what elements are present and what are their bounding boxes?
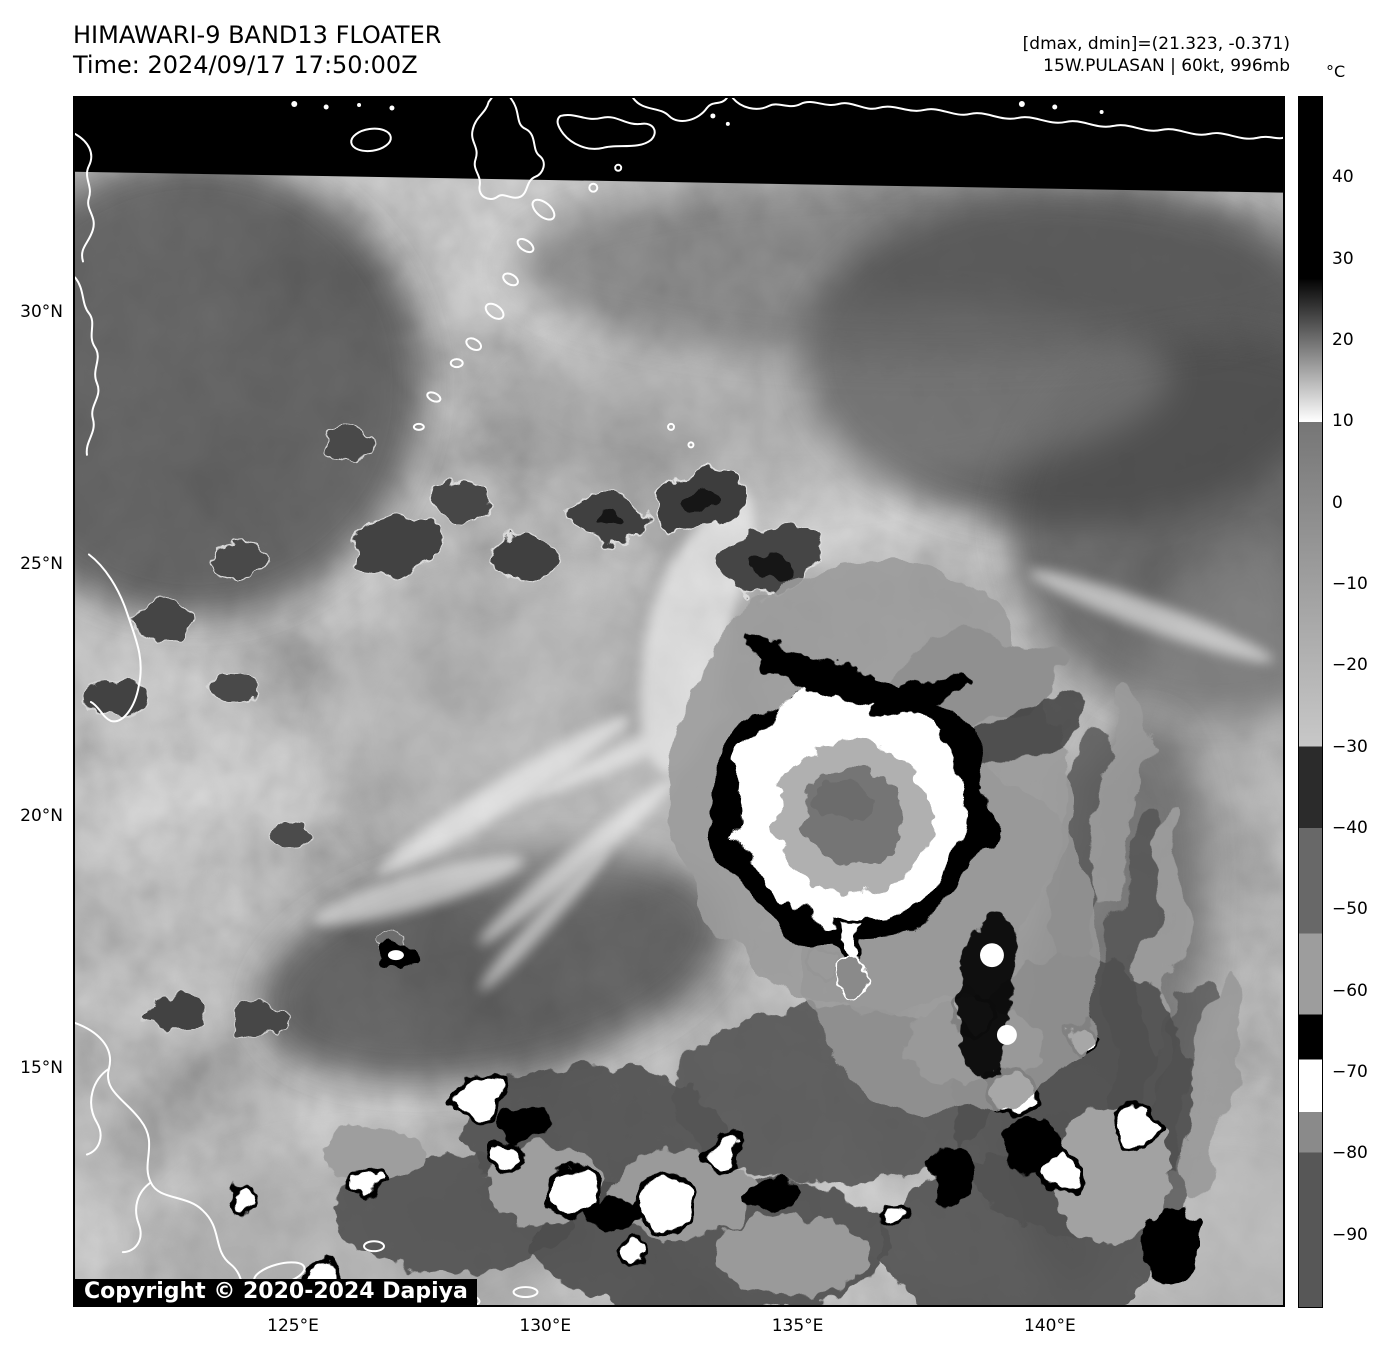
dmax-dmin-annotation: [dmax, dmin]=(21.323, -0.371) xyxy=(1022,34,1290,54)
annotation-block xyxy=(1023,33,1290,77)
product-time: Time: 2024/09/17 17:50:00Z xyxy=(73,51,418,79)
colorbar-unit-label: °C xyxy=(1326,62,1346,81)
lon-tick-label: 125°E xyxy=(267,1316,319,1336)
lon-tick-label: 140°E xyxy=(1024,1316,1076,1336)
colorbar-tick-label: 0 xyxy=(1332,492,1343,513)
colorbar-tick-label: −80 xyxy=(1332,1143,1368,1164)
lat-tick-label: 20°N xyxy=(20,806,63,827)
colorbar-tick-label: 30 xyxy=(1332,248,1354,269)
colorbar-tick-label: −60 xyxy=(1332,980,1368,1001)
colorbar-tick-label: −30 xyxy=(1332,736,1368,757)
colorbar-tick-label: −90 xyxy=(1332,1224,1368,1245)
lat-tick-label: 25°N xyxy=(20,554,63,575)
colorbar-tick-label: −40 xyxy=(1332,818,1368,839)
colorbar-tick-label: −50 xyxy=(1332,899,1368,920)
product-title: HIMAWARI-9 BAND13 FLOATER xyxy=(73,21,442,49)
copyright-badge: Copyright © 2020-2024 Dapiya xyxy=(75,1279,477,1305)
title-block xyxy=(73,20,441,80)
lon-tick-label: 135°E xyxy=(771,1316,824,1336)
colorbar-tick-label: −20 xyxy=(1332,655,1368,676)
lat-tick-label: 15°N xyxy=(20,1058,63,1079)
colorbar-tick-label: 20 xyxy=(1332,330,1354,351)
colorbar-tick-label: 40 xyxy=(1332,167,1354,188)
lat-tick-label: 30°N xyxy=(20,302,63,323)
lon-tick-label: 130°E xyxy=(519,1316,572,1336)
colorbar-tick-label: 10 xyxy=(1332,411,1354,432)
storm-annotation: 15W.PULASAN | 60kt, 996mb xyxy=(1043,56,1290,76)
colorbar-tick-label: −70 xyxy=(1332,1062,1368,1083)
colorbar-tick-label: −10 xyxy=(1332,574,1368,595)
satellite-ir-image xyxy=(75,98,1283,1305)
satellite-image-panel xyxy=(73,96,1285,1307)
colorbar xyxy=(1298,96,1323,1308)
